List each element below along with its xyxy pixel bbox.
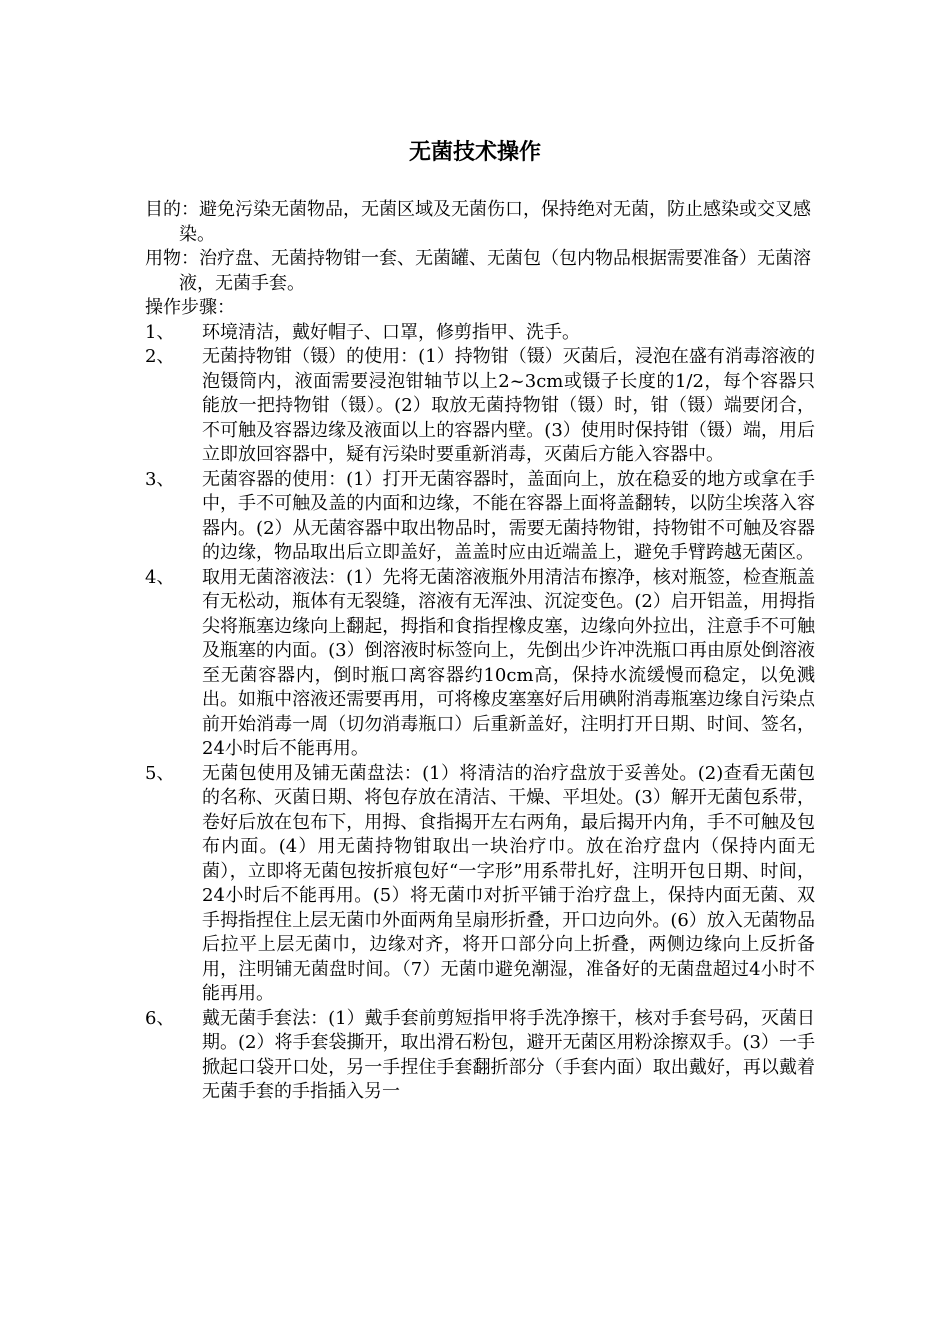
step-text: 环境清洁，戴好帽子、口罩，修剪指甲、洗手。 [202,321,580,343]
step-text: 无菌容器的使用：(1）打开无菌容器时，盖面向上，放在稳妥的地方或拿在手中，手不可触及盖的内面和边缘，不能在容器上面将盖翻转，以防尘埃落入容器内。(2）从无菌容器中取出物品时，需要无菌持物钳，持物钳不可触及容器的边缘，物品取出后立即盖好，盖盖时应由近端盖上，避免手臂跨越无菌区。 [202,468,815,563]
step-text: 无菌持物钳（镊）的使用：(1）持物钳（镊）灭菌后，浸泡在盛有消毒溶液的泡镊筒内，液面需要浸泡钳轴节以上2~3cm或镊子长度的1/2，每个容器只能放一把持物钳（镊）。(2）取放无菌持物钳（镊）时，钳（镊）端要闭合，不可触及容器边缘及液面以上的容器内壁。(3）使用时保持钳（镊）端，用后立即放回容器中，疑有污染时要重新消毒，灭菌后方能入容器中。 [202,346,815,465]
steps-list [145,321,815,1105]
step-number: 4、 [145,566,175,588]
step-text: 无菌包使用及铺无菌盘法：(1）将清洁的治疗盘放于妥善处。(2)查看无菌包的名称、灭菌日期、将包存放在清洁、干燥、平坦处。(3）解开无菌包系带，卷好后放在包布下，用拇、食指揭开左右两角，最后揭开内角，手不可触及包布内面。(4）用无菌持物钳取出一块治疗巾。放在治疗盘内（保持内面无菌），立即将无菌包按折痕包好“一字形”用系带扎好，注明开包日期、时间，24小时后不能再用。(5）将无菌巾对折平铺于治疗盘上，保持内面无菌、双手拇指捏住上层无菌巾外面两角呈扇形折叠，开口边向外。(6）放入无菌物品后拉平上层无菌巾，边缘对齐，将开口部分向上折叠，两侧边缘向上反折备用，注明铺无菌盘时间。（7）无菌巾避免潮湿，准备好的无菌盘超过4小时不能再用。 [202,762,815,1004]
list-item [145,321,815,346]
step-number: 1、 [145,321,175,343]
step-number: 2、 [145,346,175,367]
steps-heading: 操作步骤： [145,297,235,318]
list-item [145,1007,815,1105]
list-item [145,468,815,566]
step-text: 取用无菌溶液法：(1）先将无菌溶液瓶外用清洁布擦净，核对瓶签，检查瓶盖有无松动，瓶体有无裂缝，溶液有无浑浊、沉淀变色。(2）启开铝盖，用拇指尖将瓶塞边缘向上翻起，拇指和食指捏橡皮塞，边缘向外拉出，注意手不可触及瓶塞的内面。(3）倒溶液时标签向上，先倒出少许冲洗瓶口再由原处倒溶液至无菌容器内，倒时瓶口离容器约10cm高，保持水流缓慢而稳定，以免溅出。如瓶中溶液还需要再用，可将橡皮塞塞好后用碘附消毒瓶塞边缘自污染点前开始消毒一周（切勿消毒瓶口）后重新盖好，注明打开日期、时间、签名，24小时后不能再用。 [202,566,815,759]
list-item [145,345,815,468]
step-text: 戴无菌手套法：(1）戴手套前剪短指甲将手洗净擦干，核对手套号码，灭菌日期。(2）将手套袋撕开，取出滑石粉包，避开无菌区用粉涂擦双手。(3）一手掀起口袋开口处，另一手捏住手套翻折部分（手套内面）取出戴好，再以戴着无菌手套的手指插入另一 [202,1007,815,1102]
step-number: 5、 [145,762,175,784]
document-body [145,198,815,1105]
list-item [145,762,815,1007]
document-title: 无菌技术操作 [408,140,541,165]
step-number: 6、 [145,1007,175,1029]
supplies-paragraph: 用物：治疗盘、无菌持物钳一套、无菌罐、无菌包（包内物品根据需要准备）无菌溶液，无菌手套。 [145,248,811,294]
step-number: 3、 [145,468,175,490]
purpose-paragraph: 目的：避免污染无菌物品，无菌区域及无菌伤口，保持绝对无菌，防止感染或交叉感染。 [145,199,811,245]
list-item [145,566,815,762]
